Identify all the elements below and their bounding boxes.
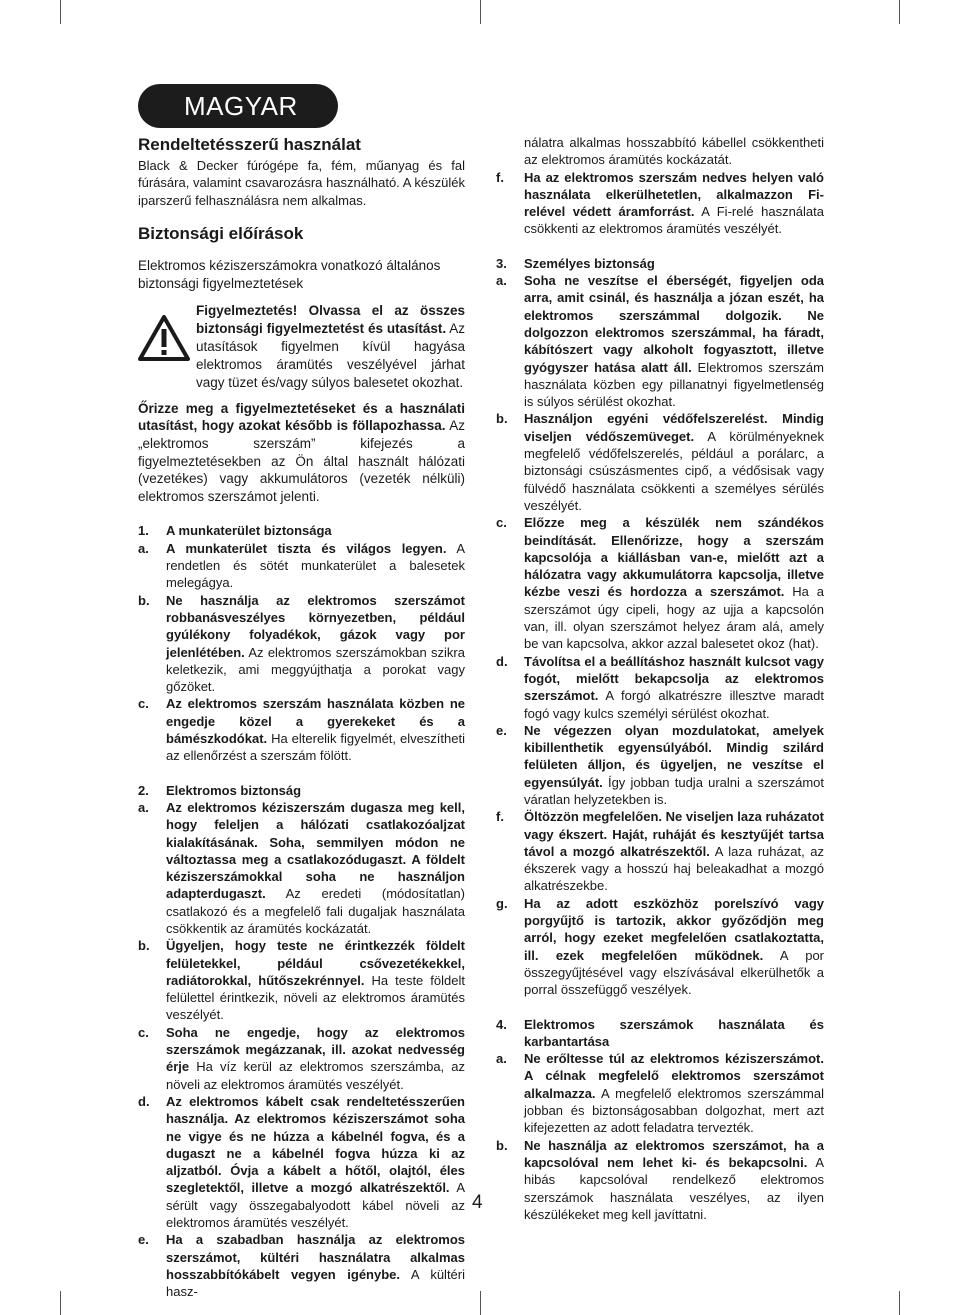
list-item: e. Ha a szabadban használja az elektromos szerszámot, kültéri használatra alkalmas hosszabbítókábelt vegyen igénybe. A kültéri hasz- <box>138 1232 465 1300</box>
crop-mark-top-center <box>480 0 481 24</box>
crop-mark-bottom-right <box>899 1291 900 1315</box>
list-item: c. Az elektromos szerszám használata közben ne engedje közel a gyerekeket és a bámészkodókat. Ha elterelik figyelmét, elveszítheti az ellenőrzést a szerszám fölött. <box>138 696 465 764</box>
list-item-continuation: nálatra alkalmas hosszabbító kábellel csökkentheti az elektromos áramütés kockázatát. <box>524 135 824 168</box>
warning-block <box>138 302 465 392</box>
crop-mark-top-right <box>899 0 900 24</box>
list-item: a. A munkaterület tiszta és világos legyen. A rendetlen és sötét munkaterület a balesetek melegágya. <box>138 540 465 591</box>
list-item: e. Ne végezzen olyan mozdulatokat, amelyek kibillenthetik egyensúlyából. Mindig szilárd felületen álljon, és ügyeljen, ne veszítse el egyensúlyát. Így jobban tudja uralni a szerszámot váratlan helyzetekben is. <box>496 722 824 807</box>
language-badge: MAGYAR <box>138 84 338 128</box>
section-4-heading: 4. Elektromos szerszámok használata és karbantartása <box>496 1016 824 1049</box>
warning-text <box>196 302 465 392</box>
list-item: c. Előzze meg a készülék nem szándékos beindítását. Ellenőrizze, hogy a szerszám kapcsolója a kiállásban van-e, mielőtt azt a hálózatra vagy akkumulátorra kapcsolja, illetve kézbe veszi és hordozza a szerszámot. Ha a szerszámot úgy cipeli, hogy az ujja a kapcsolón van, ill. olyan szerszámot helyez áram alá, amely be van kapcsolva, akkor azzal balesetet okoz (hat). <box>496 515 824 652</box>
keep-bold: Őrizze meg a figyelmeztetéseket és a használati utasítást, hogy azokat később is föllapozhassa. <box>138 400 465 434</box>
intended-use-title: Rendeltetésszerű használat <box>138 135 361 154</box>
list-item: b. Használjon egyéni védőfelszerelést. Mindig viseljen védőszemüveget. A körülményeknek megfelelő védőfelszerelés, például a porálarc, a biztonsági csúszásmentes cipő, a védősisak vagy fülvédő használata csökkenti a személyes sérülés veszélyét. <box>496 411 824 513</box>
crop-mark-top-left <box>60 0 61 24</box>
warning-icon <box>138 302 194 365</box>
list-item: g. Ha az adott eszközhöz porelszívó vagy porgyűjtő is tartozik, akkor győződjön meg arról, hogy ezeket megfelelően csatlakoztatta, ill. ezek megfelelően működnek. A por összegyűjtésével vagy elszívásával elkerülhetők a porral összefüggő veszélyek. <box>496 895 825 998</box>
list-item: d. Távolítsa el a beállításhoz használt kulcsot vagy fogót, mielőtt bekapcsolja az elektromos szerszámot. A forgó alkatrészre illesztve maradt fogó vagy kulcs személyi sérülést okozhat. <box>496 653 824 721</box>
section-3-heading: 3. Személyes biztonság <box>496 255 655 271</box>
safety-subtitle: Elektromos kéziszerszámokra vonatkozó általános biztonsági figyelmeztetések <box>138 257 441 291</box>
list-item: d. Az elektromos kábelt csak rendeltetésszerűen használja. Az elektromos kéziszerszámot soha ne vigye és ne húzza a kábelnél fogva, és a dugaszt ne a kábelnél fogva húzza ki az aljzatból. Óvja a kábelt a hőtől, olajtól, éles szegletektől, illetve a mozgó alkatrészektől. A sérült vagy összegabalyodott kábel növeli az elektromos áramütés veszélyét. <box>138 1093 465 1231</box>
page-number: 4 <box>472 1192 483 1213</box>
crop-mark-bottom-left <box>60 1291 61 1315</box>
list-item: b. Ne használja az elektromos szerszámot, ha a kapcsolóval nem lehet ki- és bekapcsolni. A hibás kapcsolóval rendelkező elektromos szerszámok használata veszélyes, az ilyen készülékeket meg kell javíttatni. <box>496 1137 824 1222</box>
section-2-heading: 2. Elektromos biztonság <box>138 782 302 798</box>
keep-instructions <box>138 400 465 506</box>
list-item: b. Ügyeljen, hogy teste ne érintkezzék földelt felületekkel, például csővezetékekkel, radiátorokkal, hűtőszekrénnyel. Ha teste földelt felülettel érintkezik, növeli az elektromos áramütés veszélyét. <box>138 938 465 1023</box>
warning-body: Az utasítások figyelmen kívül hagyása elektromos áramütés veszélyével járhat vagy tüzet és/vagy súlyos balesetet okozhat. <box>196 320 465 390</box>
list-item: f. Öltözzön megfelelően. Ne viseljen laza ruházatot vagy ékszert. Haját, ruháját és kesztyűjét tartsa távol a mozgó alkatrészektől. A laza ruházat, az ékszerek vagy a hosszú haj beleakadhat a mozgó alkatrészekbe. <box>496 809 824 894</box>
safety-title: Biztonsági előírások <box>138 223 304 243</box>
intended-use-text: Black & Decker fúrógépe fa, fém, műanyag és fal fúrására, valamint csavarozásra használható. A készülék iparszerű felhasználásra nem alkalmas. <box>138 158 465 208</box>
list-item: a. Soha ne veszítse el éberségét, figyeljen oda arra, amit csinál, és használja a józan eszét, ha elektromos szerszámmal dolgozik. Ne dolgozzon elektromos szerszámmal, ha fáradt, kábítószert vagy alkoholt fogyasztott, illetve gyógyszer hatása alatt áll. Elektromos szerszám használata közben egy pillanatnyi figyelmetlenség is súlyos sérülést okozhat. <box>496 273 824 410</box>
list-item: a. Ne erőltesse túl az elektromos kéziszerszámot. A célnak megfelelő elektromos szerszámot alkalmazza. A megfelelő elektromos szerszámmal jobban és biztonságosabban dolgozhat, mert azt kifejezetten az adott feladatra tervezték. <box>496 1051 824 1136</box>
crop-mark-bottom-center <box>480 1291 481 1315</box>
warning-bold: Figyelmeztetés! Olvassa el az összes biztonsági figyelmeztetést és utasítást. <box>196 302 465 336</box>
left-column <box>138 134 465 1301</box>
keep-text: Az „elektromos szerszám” kifejezés a figyelmeztetésekben az Ön által használt hálózati (vezetékes) vagy akkumulátoros (vezeték nélküli) elektromos szerszámot jelenti. <box>138 418 465 504</box>
list-item: b. Ne használja az elektromos szerszámot robbanásveszélyes környezetben, például gyúlékony folyadékok, gázok vagy por jelenlétében. Az elektromos szerszámokban szikra keletkezik, ami meggyújthatja a porokat vagy gőzöket. <box>138 592 465 695</box>
section-1-heading: 1. A munkaterület biztonsága <box>138 523 332 539</box>
list-item: f. Ha az elektromos szerszám nedves helyen való használata elkerülhetetlen, alkalmazzon Fi-relével védett áramforrást. A Fi-relé használata csökkenti az elektromos áramütés veszélyét. <box>496 169 824 237</box>
right-column <box>496 134 824 1223</box>
list-item: a. Az elektromos kéziszerszám dugasza meg kell, hogy feleljen a hálózati csatlakozóaljzat kialakításának. Soha, semmilyen módon ne változtassa meg a csatlakozódugaszt. A földelt kéziszerszámokkal soha ne használjon adapterdugaszt. Az eredeti (módosítatlan) csatlakozó és a megfelelő fali dugaljak használata csökkentik az áramütés kockázatát. <box>138 799 465 936</box>
list-item: c. Soha ne engedje, hogy az elektromos szerszámok megázzanak, ill. azokat nedvesség érje Ha víz kerül az elektromos szerszámba, az növeli az elektromos áramütés veszélyét. <box>138 1024 465 1092</box>
